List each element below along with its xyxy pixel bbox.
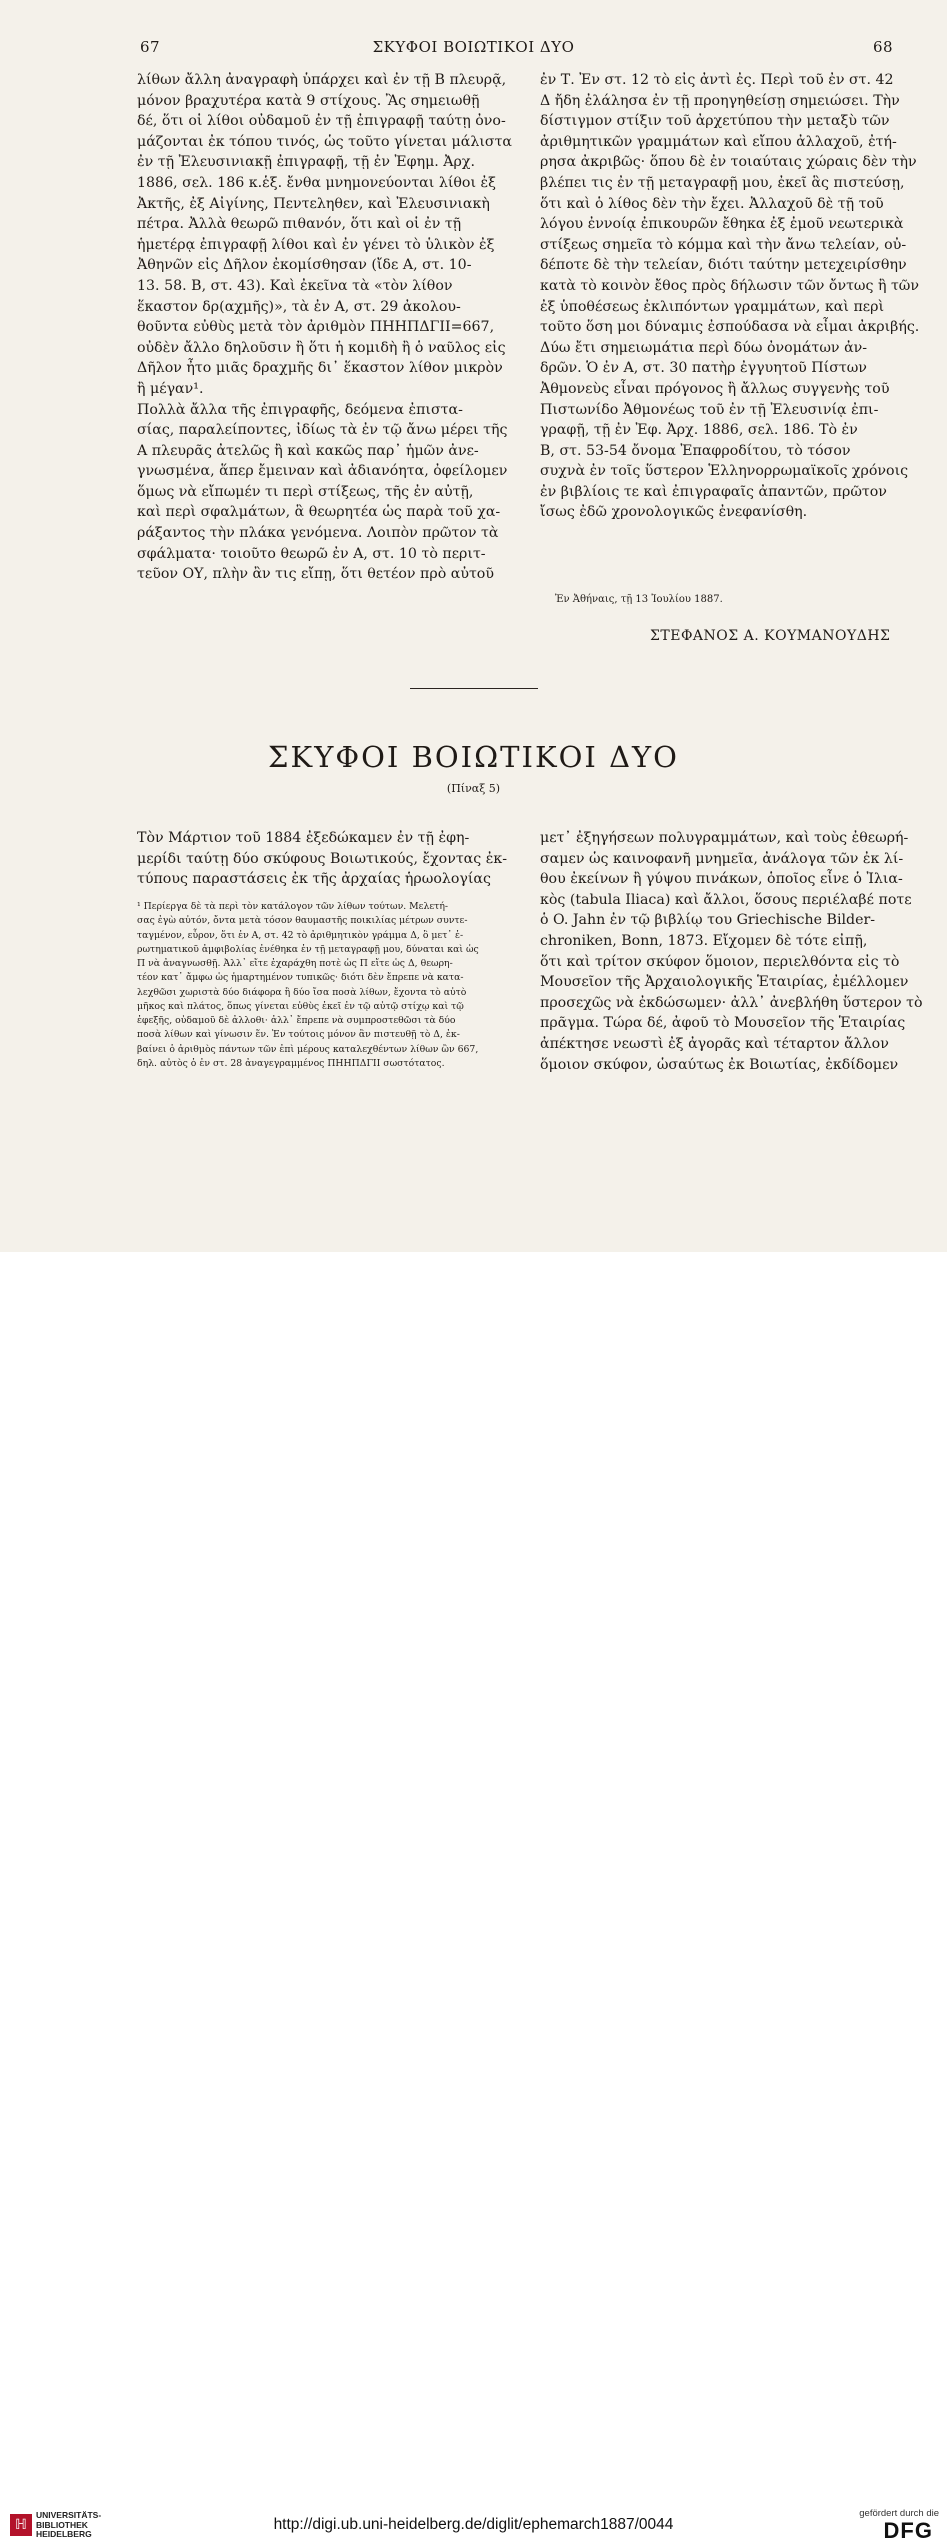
- text-line: πρᾶγμα. Τώρα δέ, ἀφοῦ τὸ Μουσεῖον τῆς Ἑταιρίας: [540, 1015, 906, 1032]
- text-line: ἡμετέρᾳ ἐπιγραφῇ λίθοι καὶ ἐν γένει τὸ ὑλικὸν ἐξ: [137, 236, 495, 253]
- text-line: ἕκαστον δρ(αχμῆς)», τὰ ἐν Α, στ. 29 ἀκολου-: [137, 298, 461, 315]
- left-page-number: 67: [140, 38, 161, 56]
- footnote-line: ρωτηματικοῦ ἀμφιβολίας ἐνέθηκα ἐν τῇ μεταγραφῇ μου, δύναται καὶ ὡς: [137, 943, 479, 955]
- footnote-line: ταγμένον, εὗρον, ὅτι ἐν Α, στ. 42 τὸ ἀριθμητικὸν γράμμα Δ, ὃ μετ᾽ ἐ-: [137, 929, 464, 941]
- text-line: λόγου ἐννοίᾳ ἐπικουρῶν ἔθηκα ἐξ ἐμοῦ νεωτερικὰ: [540, 216, 904, 233]
- text-line: θου ἐκείνων ἢ γύψου πινάκων, ὁποῖος εἶνε ὁ Ἰλια-: [540, 871, 903, 888]
- text-line: Ἀθηνῶν εἰς Δῆλον ἐκομίσθησαν (ἴδε Α, στ. 10-: [137, 257, 472, 274]
- section-divider: [410, 688, 538, 689]
- text-line: σαμεν ὡς καινοφανῆ μνημεῖα, ἀνάλογα τῶν ἐκ λί-: [540, 850, 904, 867]
- viewer-footer: [0, 1252, 947, 2543]
- dateline: Ἐν Ἀθήναις, τῇ 13 Ἰουλίου 1887.: [555, 594, 723, 605]
- text-line: ἀπέκτησε νεωστὶ ἐξ ἀγορᾶς καὶ τέταρτον ἄλλον: [540, 1035, 889, 1052]
- text-line: δίστιγμον στίξιν τοῦ ἀρχετύπου τὴν μεταξὺ τῶν: [540, 113, 890, 130]
- text-line: 1886, σελ. 186 κ.ἑξ. ἔνθα μνημονεύονται λίθοι ἐξ: [137, 174, 496, 191]
- footnote-line: σας ἐγὼ αὐτόν, ὄντα μετὰ τόσον θαυμαστῆς ποικιλίας μέτρων συντε-: [137, 915, 468, 927]
- text-line: μάζονται ἐκ τόπου τινός, ὡς τοῦτο γίνεται μάλιστα: [137, 133, 513, 150]
- text-line: ρησα ἀκριβῶς· ὅπου δὲ ἐν τοιαύταις χώραις δὲν τὴν: [540, 154, 917, 171]
- text-line: βλέπει τις ἐν τῇ μεταγραφῇ μου, ἐκεῖ ἃς πιστεύσῃ,: [540, 174, 905, 191]
- text-line: μόνον βραχυτέρα κατὰ 9 στίχους. Ἂς σημειωθῇ: [137, 92, 480, 109]
- scanned-page: [0, 0, 947, 1252]
- university-logo-icon: ℍ: [10, 2514, 32, 2536]
- text-line: Μουσεῖον τῆς Ἀρχαιολογικῆς Ἑταιρίας, ἐμέλλομεν: [540, 974, 909, 991]
- footnote-line: λεχθῶσι χωριστὰ δύο διάφορα ἢ δύο ἴσα ποσὰ λίθων, ἔχοντα τὸ αὐτὸ: [137, 986, 467, 998]
- text-line: ὅτι καὶ τρίτον σκύφον ὅμοιον, περιελθόντα εἰς τὸ: [540, 953, 900, 970]
- text-line: ἐν τῇ Ἐλευσινιακῇ ἐπιγραφῇ, τῇ ἐν Ἐφημ. Ἀρχ.: [137, 154, 475, 171]
- funding-note: gefördert durch die: [859, 2508, 939, 2519]
- text-line: κατὰ τὸ κοινὸν ἔθος πρὸς δήλωσιν τῶν ὄντως ἢ τῶν: [540, 277, 920, 294]
- text-line: δρῶν. Ὁ ἐν Α, στ. 30 πατὴρ ἐγγυητοῦ Πίστων: [540, 360, 867, 377]
- text-line: Α πλευρᾶς ἀτελῶς ἢ καὶ κακῶς παρ᾽ ἡμῶν ἀνε-: [137, 442, 479, 459]
- text-line: ἢ μέγαν¹.: [137, 380, 204, 397]
- institution-name: UNIVERSITÄTS- BIBLIOTHEK HEIDELBERG: [36, 2510, 102, 2539]
- text-line: Ἀκτῆς, ἐξ Αἰγίνης, Πεντεληθεν, καὶ Ἐλευσινιακὴ: [137, 195, 490, 212]
- article-title: ΣΚΥΦΟΙ ΒΟΙΩΤΙΚΟΙ ΔΥΟ: [268, 740, 679, 774]
- text-line: Δύω ἔτι σημειωμάτια περὶ δύω ὀνομάτων ἀν-: [540, 339, 868, 356]
- text-line: μερίδι ταύτῃ δύο σκύφους Βοιωτικούς, ἔχοντας ἐκ-: [137, 850, 507, 867]
- text-line: σίας, παραλείποντες, ἰδίως τὰ ἐν τῷ ἄνω μέρει τῆς: [137, 422, 508, 439]
- text-line: Β, στ. 53-54 ὄνομα Ἐπαφροδίτου, τὸ τόσον: [540, 442, 851, 459]
- text-line: ἀριθμητικῶν γραμμάτων καὶ εἴπου ἀλλαχοῦ, ἐτή-: [540, 133, 897, 150]
- text-line: ἴσως ἐδῶ χρονολογικῶς ἐνεφανίσθη.: [540, 504, 808, 521]
- plate-reference: (Πίναξ 5): [446, 782, 501, 795]
- text-line: τύπους παραστάσεις ἐκ τῆς ἀρχαίας ἡρωολογίας: [137, 871, 491, 888]
- text-line: τεῦον ΟΥ, πλὴν ἂν τις εἴπῃ, ὅτι θετέον πρὸ αὐτοῦ: [137, 566, 494, 583]
- text-line: σφάλματα· τοιοῦτο θεωρῶ ἐν Α, στ. 10 τὸ περιτ-: [137, 545, 486, 562]
- text-line: ἐν Τ. Ἐν στ. 12 τὸ εἰς ἀντὶ ἐς. Περὶ τοῦ ἐν στ. 42: [540, 72, 894, 88]
- footnote-line: ποσὰ λίθων καὶ γίνωσιν ἕν. Ἐν τούτοις μόνον ἂν πιστευθῇ τὸ Δ, ἐκ-: [137, 1029, 460, 1041]
- right-page-number: 68: [873, 38, 894, 56]
- text-line: ἐξ ὑποθέσεως ἐκλιπόντων γραμμάτων, καὶ περὶ: [540, 298, 885, 315]
- text-line: θοῦντα εὐθὺς μετὰ τὸν ἀριθμὸν ΠΗΗΠΔΓΙΙ=667,: [137, 319, 495, 336]
- text-line: Δ ἤδη ἐλάλησα ἐν τῇ προηγηθείσῃ σημειώσει. Τὴν: [540, 92, 900, 109]
- bottom-left-column: [137, 828, 507, 890]
- text-line: οὐδὲν ἄλλο δηλοῦσιν ἢ ὅτι ἡ κομιδὴ ἢ ὁ ναῦλος εἰς: [137, 339, 506, 356]
- footnote-line: τέον κατ᾽ ἄμφω ὡς ἡμαρτημένον τυπικῶς· διότι δὲν ἔπρεπε νὰ κατα-: [137, 972, 464, 984]
- text-line: ράξαντος τὴν πλάκα γενόμενα. Λοιπὸν πρῶτον τὰ: [137, 525, 499, 542]
- text-line: Ἀθμονεὺς εἶναι πρόγονος ἢ ἄλλως συγγενὴς τοῦ: [540, 380, 890, 397]
- text-line: Δῆλον ἦτο μιᾶς δραχμῆς δι᾽ ἕκαστον λίθον μικρὸν: [137, 360, 503, 377]
- text-line: στίξεως σημεῖα τὸ κόμμα καὶ τὴν ἄνω τελείαν, οὐ-: [540, 236, 907, 253]
- footnote-line: δηλ. αὐτὸς ὁ ἐν στ. 28 ἀναγεγραμμένος ΠΗΗΠΔΓΙΙ σωστότατος.: [137, 1057, 445, 1069]
- text-line: μετ᾽ ἐξηγήσεων πολυγραμμάτων, καὶ τοὺς ἐθεωρή-: [540, 830, 909, 846]
- footnote-line: ἐφεξῆς, οὐδαμοῦ δὲ ἀλλοθι· ἀλλ᾽ ἔπρεπε νὰ συμπροστεθῶσι τὰ δύο: [137, 1015, 456, 1026]
- text-line: chroniken, Bonn, 1873. Εἴχομεν δὲ τότε εἰπῇ,: [540, 932, 868, 949]
- footnote-line: μῆκος καὶ πλάτος, ὅπως γίνεται εὐθὺς ἐκεῖ ἐν τῷ αὐτῷ στίχῳ καὶ τῷ: [137, 1000, 464, 1012]
- text-line: δέποτε δὲ τὴν τελείαν, διότι ταύτην μετεχειρίσθην: [540, 257, 907, 274]
- text-line: λίθων ἄλλη ἀναγραφὴ ὑπάρχει καὶ ἐν τῇ Β πλευρᾷ,: [137, 72, 507, 88]
- text-line: Πολλὰ ἄλλα τῆς ἐπιγραφῆς, δεόμενα ἐπιστα-: [137, 401, 463, 418]
- text-line: ὅτι καὶ ὁ λίθος δὲν τὴν ἔχει. Ἀλλαχοῦ δὲ τῇ τοῦ: [540, 195, 884, 212]
- signature: ΣΤΕΦΑΝΟΣ Α. ΚΟΥΜΑΝΟΥΔΗΣ: [650, 628, 891, 644]
- text-line: 13. 58. Β, στ. 43). Καὶ ἐκεῖνα τὰ «τὸν λίθον: [137, 277, 453, 294]
- text-line: δέ, ὅτι οἱ λίθοι οὐδαμοῦ ἐν τῇ ἐπιγραφῇ ταύτῃ ὀνο-: [137, 113, 506, 130]
- text-line: Πιστωνίδο Ἀθμονέως τοῦ ἐν τῇ Ἐλευσινίᾳ ἐπι-: [540, 401, 879, 418]
- text-line: γνωσμένα, ἅπερ ἔμειναν καὶ ἀδιανόητα, ὀφείλομεν: [137, 463, 508, 480]
- top-left-column: [137, 70, 512, 585]
- text-line: γραφῇ, τῇ ἐν Ἐφ. Ἀρχ. 1886, σελ. 186. Τὸ ἐν: [540, 422, 858, 439]
- text-line: ὅμοιον σκύφον, ὡσαύτως ἐκ Βοιωτίας, ἐκδίδομεν: [540, 1056, 899, 1073]
- text-line: προσεχῶς νὰ ἐκδώσωμεν· ἀλλ᾽ ἀνεβλήθη ὕστερον τὸ: [540, 994, 923, 1011]
- text-line: Τὸν Μάρτιον τοῦ 1884 ἐξεδώκαμεν ἐν τῇ ἐφη-: [137, 830, 470, 846]
- bottom-right-column: [540, 828, 923, 1075]
- text-line: συχνὰ ἐν τοῖς ὕστερον Ἑλληνορρωμαϊκοῖς χρόνοις: [540, 463, 909, 480]
- dfg-logo: DFG: [883, 2518, 933, 2543]
- text-line: πέτρα. Ἀλλὰ θεωρῶ πιθανόν, ὅτι καὶ οἱ ἐν τῇ: [137, 216, 462, 233]
- text-line: κὸς (tabula Iliaca) καὶ ἄλλοι, ὅσους περιέλαβέ ποτε: [540, 891, 912, 908]
- text-line: ὁ O. Jahn ἐν τῷ βιβλίῳ του Griechische Bilder-: [540, 912, 876, 929]
- text-line: ὅμως νὰ εἴπωμέν τι περὶ στίξεως, τῆς ἐν αὐτῇ,: [137, 483, 474, 500]
- text-line: ἐν βιβλίοις τε καὶ ἐπιγραφαῖς ἀπαντῶν, πρῶτον: [540, 483, 887, 500]
- footnote-line: βαίνει ὁ ἀριθμὸς πάντων τῶν ἐπὶ μέρους καταλεχθέντων λίθων ὢν 667,: [137, 1043, 479, 1055]
- footnote-line: ¹ Περίεργα δὲ τὰ περὶ τὸν κατάλογον τῶν λίθων τούτων. Μελετή-: [137, 901, 449, 912]
- text-line: τοῦτο ὅση μοι δύναμις ἐσπούδασα νὰ εἶμαι ἀκριβής.: [540, 319, 920, 336]
- source-url[interactable]: http://digi.ub.uni-heidelberg.de/diglit/ephemarch1887/0044: [273, 2516, 674, 2533]
- footnote-line: Π νὰ ἀναγνωσθῇ. Ἀλλ᾽ εἴτε ἐχαράχθη ποτὲ ὡς Π εἴτε ὡς Δ, θεωρη-: [137, 958, 453, 969]
- top-right-column: [540, 70, 919, 523]
- running-title: ΣΚΥΦΟΙ ΒΟΙΩΤΙΚΟΙ ΔΥΟ: [372, 38, 575, 56]
- text-line: καὶ περὶ σφαλμάτων, ἃ θεωρητέα ὡς παρὰ τοῦ χα-: [137, 504, 501, 521]
- footnote: [137, 900, 479, 1071]
